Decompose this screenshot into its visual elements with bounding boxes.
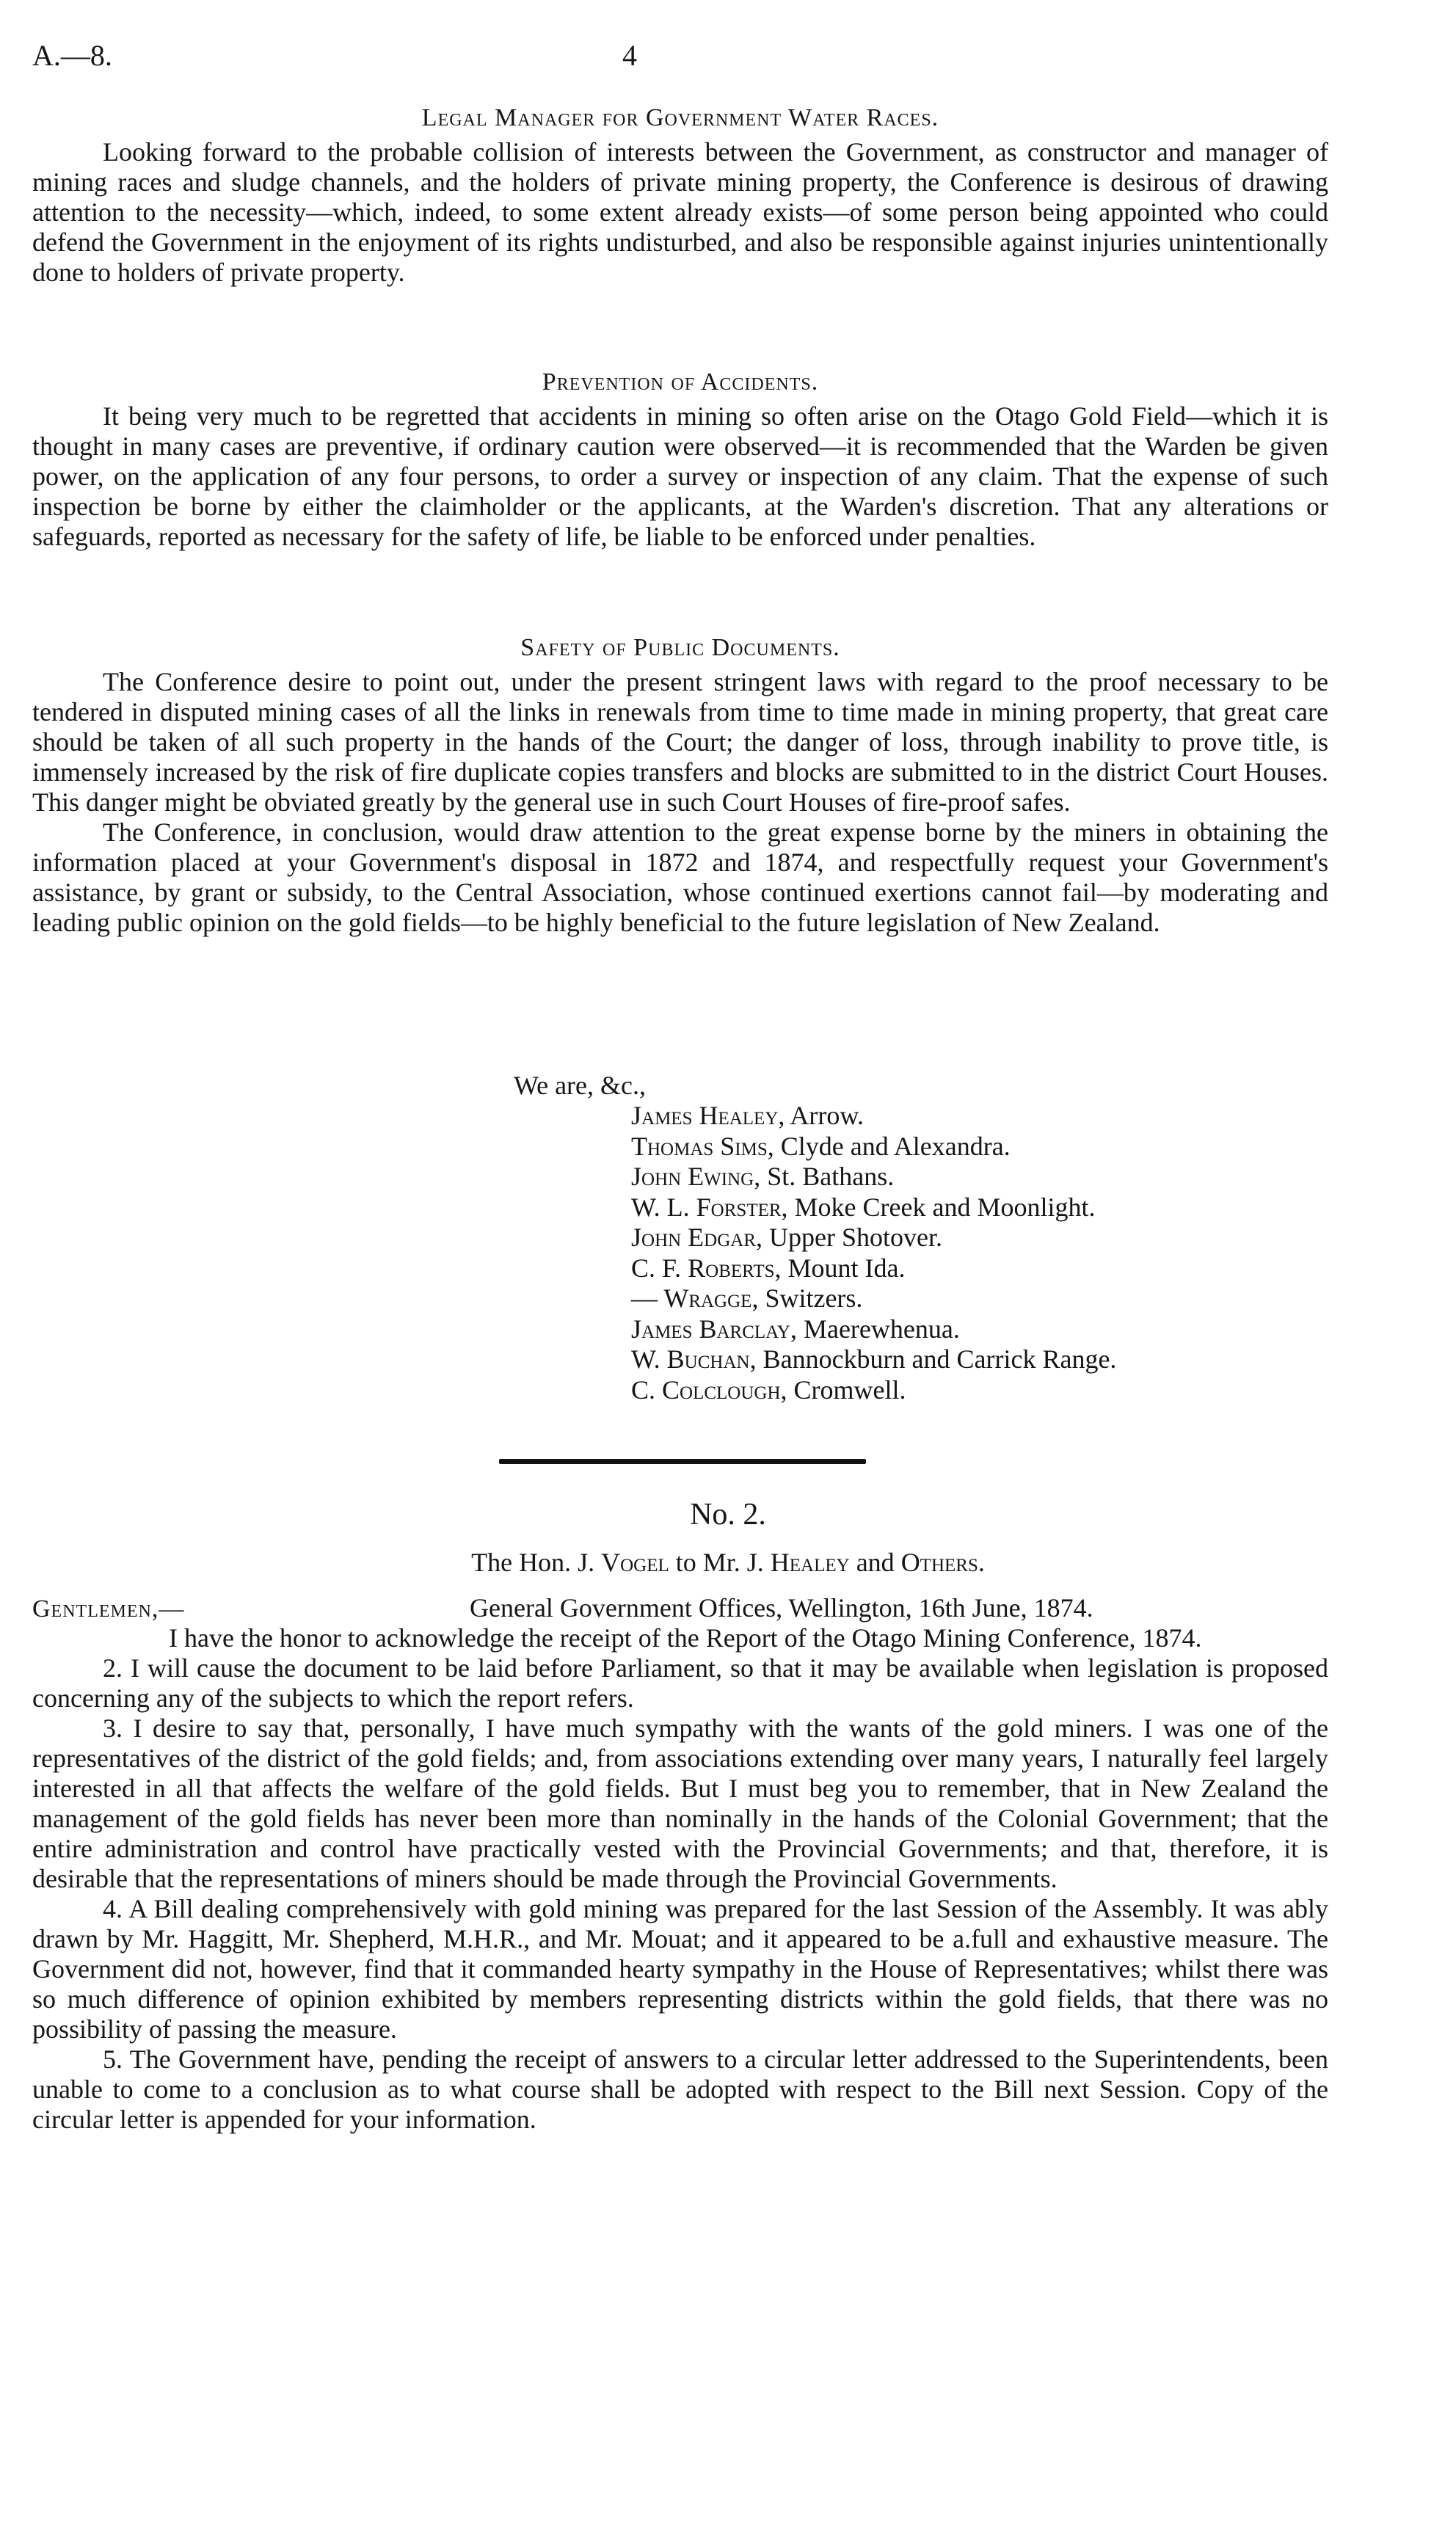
section-paragraph: The Conference, in conclusion, would draw attention to the great expense borne by the miners in obtaining the information placed at your Government's disposal in 1872 and 1874, and respectfully request your Government's assistance, by grant or subsidy, to the Central Association, whose continued exertions cannot fail—by moderating and leading public opinion on the gold fields—to be highly beneficial to the future legislation of New Zealand. bbox=[32, 817, 1328, 937]
signatory-place: , Switzers. bbox=[751, 1283, 863, 1313]
signatory-place: , Cromwell. bbox=[780, 1374, 906, 1405]
letter-subtitle bbox=[0, 1547, 1456, 1578]
section-paragraph: The Conference desire to point out, under the present stringent laws with regard to the proof necessary to be tendered in disputed mining cases of all the links in renewals from time to time made in mining property, that great care should be taken of all such property in the hands of the Court; the danger of loss, through inability to prove title, is immensely increased by the risk of fire duplicate copies transfers and blocks are submitted to in the district Court Houses. This danger might be obviated greatly by the general use in such Court Houses of fire-proof safes. bbox=[32, 667, 1328, 817]
signatory bbox=[631, 1283, 1116, 1314]
document-reference: A.—8. bbox=[32, 39, 112, 72]
signatory bbox=[631, 1253, 1116, 1284]
letter-paragraph: 4. A Bill dealing comprehensively with gold mining was prepared for the last Session of the Assembly. It was ably drawn by Mr. Haggitt, Mr. Shepherd, M.H.R., and Mr. Mouat; and it appeared to be a.full and exhaustive measure. The Government did not, however, find that it commanded hearty sympathy in the House of Representatives; whilst there was so much difference of opinion exhibited by members representing districts within the gold fields, that there was no possibility of passing the measure. bbox=[32, 1894, 1328, 2044]
signatory-name: W. Buchan bbox=[631, 1344, 750, 1374]
signatory-place: , Maerewhenua. bbox=[790, 1314, 960, 1344]
subtitle-others: Others bbox=[900, 1548, 978, 1577]
signatory-name: — Wragge bbox=[631, 1283, 752, 1313]
subtitle-text: . bbox=[978, 1548, 985, 1577]
signatory-list bbox=[631, 1101, 1116, 1405]
section-legal-manager bbox=[32, 103, 1328, 288]
letter-salutation: Gentlemen,— bbox=[32, 1595, 185, 1623]
signatory bbox=[631, 1101, 1116, 1132]
section-heading: Prevention of Accidents. bbox=[542, 368, 819, 396]
signatory-name: Thomas Sims bbox=[631, 1131, 768, 1161]
page-number: 4 bbox=[622, 39, 637, 72]
signatory-name: James Healey bbox=[631, 1101, 779, 1130]
signatory-name: John Ewing bbox=[631, 1162, 754, 1191]
letter-body bbox=[32, 1623, 1328, 2135]
signatory-place: , St. Bathans. bbox=[754, 1162, 895, 1191]
section-heading: Safety of Public Documents. bbox=[520, 634, 840, 661]
signatory-place: , Clyde and Alexandra. bbox=[767, 1131, 1011, 1161]
section-divider-rule bbox=[499, 1459, 866, 1464]
section-heading: Legal Manager for Government Water Races. bbox=[421, 104, 939, 131]
signatory bbox=[631, 1344, 1116, 1375]
subtitle-sender: Vogel bbox=[601, 1548, 669, 1577]
letter-dateline: General Government Offices, Wellington, 16th June, 1874. bbox=[470, 1593, 1093, 1623]
signoff: We are, &c., bbox=[514, 1071, 646, 1100]
letter-paragraph: I have the honor to acknowledge the receipt of the Report of the Otago Mining Conference, 1874. bbox=[169, 1623, 1202, 1653]
section-paragraph: Looking forward to the probable collision of interests between the Government, as constructor and manager of mining races and sludge channels, and the holders of private mining property, the Conference is desirous of drawing attention to the necessity—which, indeed, to some extent already exists—of some person being appointed who could defend the Government in the enjoyment of its rights undisturbed, and also be responsible against injuries unintentionally done to holders of private property. bbox=[32, 137, 1328, 287]
signatory bbox=[631, 1162, 1116, 1192]
letter-paragraph: 2. I will cause the document to be laid before Parliament, so that it may be available when legislation is proposed concerning any of the subjects to which the report refers. bbox=[32, 1653, 1328, 1713]
signatory bbox=[631, 1314, 1116, 1345]
letter-paragraph: 5. The Government have, pending the receipt of answers to a circular letter addressed to the Superintendents, been unable to come to a conclusion as to what course shall be adopted with respect to the Bill next Session. Copy of the circular letter is appended for your information. bbox=[32, 2044, 1328, 2134]
subtitle-text: to Mr. J. bbox=[669, 1548, 771, 1577]
section-paragraph: It being very much to be regretted that accidents in mining so often arise on the Otago Gold Field—which it is thought in many cases are preventive, if ordinary caution were observed—it is recommended that the Warden be given power, on the application of any four persons, to order a survey or inspection of any claim. That the expense of such inspection be borne by either the claimholder or the applicants, at the Warden's discretion. That any alterations or safeguards, reported as necessary for the safety of life, be liable to be enforced under penalties. bbox=[32, 401, 1328, 551]
subtitle-text: and bbox=[849, 1548, 901, 1577]
signatory-name: W. L. Forster bbox=[631, 1192, 782, 1222]
signatory-name: James Barclay bbox=[631, 1314, 790, 1344]
signatory-place: , Bannockburn and Carrick Range. bbox=[749, 1344, 1117, 1374]
signatory-name: C. Colclough bbox=[631, 1374, 781, 1405]
signatory-name: C. F. Roberts bbox=[631, 1253, 775, 1283]
signatory-place: , Upper Shotover. bbox=[756, 1223, 942, 1252]
section-safety-of-public-documents bbox=[32, 633, 1328, 938]
signatory bbox=[631, 1375, 1116, 1406]
subtitle-recipient: Healey bbox=[770, 1548, 850, 1577]
letter-number: No. 2. bbox=[690, 1498, 766, 1532]
signatory bbox=[631, 1192, 1116, 1223]
signatory bbox=[631, 1132, 1116, 1162]
subtitle-text: The Hon. J. bbox=[471, 1548, 602, 1577]
signatory-name: John Edgar bbox=[631, 1223, 756, 1252]
signatory-place: , Moke Creek and Moonlight. bbox=[781, 1192, 1096, 1222]
signatory-place: , Arrow. bbox=[778, 1101, 864, 1130]
section-prevention-of-accidents bbox=[32, 367, 1328, 552]
signatory bbox=[631, 1223, 1116, 1253]
letter-paragraph: 3. I desire to say that, personally, I have much sympathy with the wants of the gold miners. I was one of the representatives of the district of the gold fields; and, from associations extending over many years, I naturally feel largely interested in all that affects the welfare of the gold fields. But I must beg you to remember, that in New Zealand the management of the gold fields has never been more than nominally in the hands of the Colonial Government; that the entire administration and control have practically vested with the Provincial Governments; and that, therefore, it is desirable that the representations of miners should be made through the Provincial Governments. bbox=[32, 1714, 1328, 1893]
signatory-place: , Mount Ida. bbox=[774, 1253, 906, 1283]
